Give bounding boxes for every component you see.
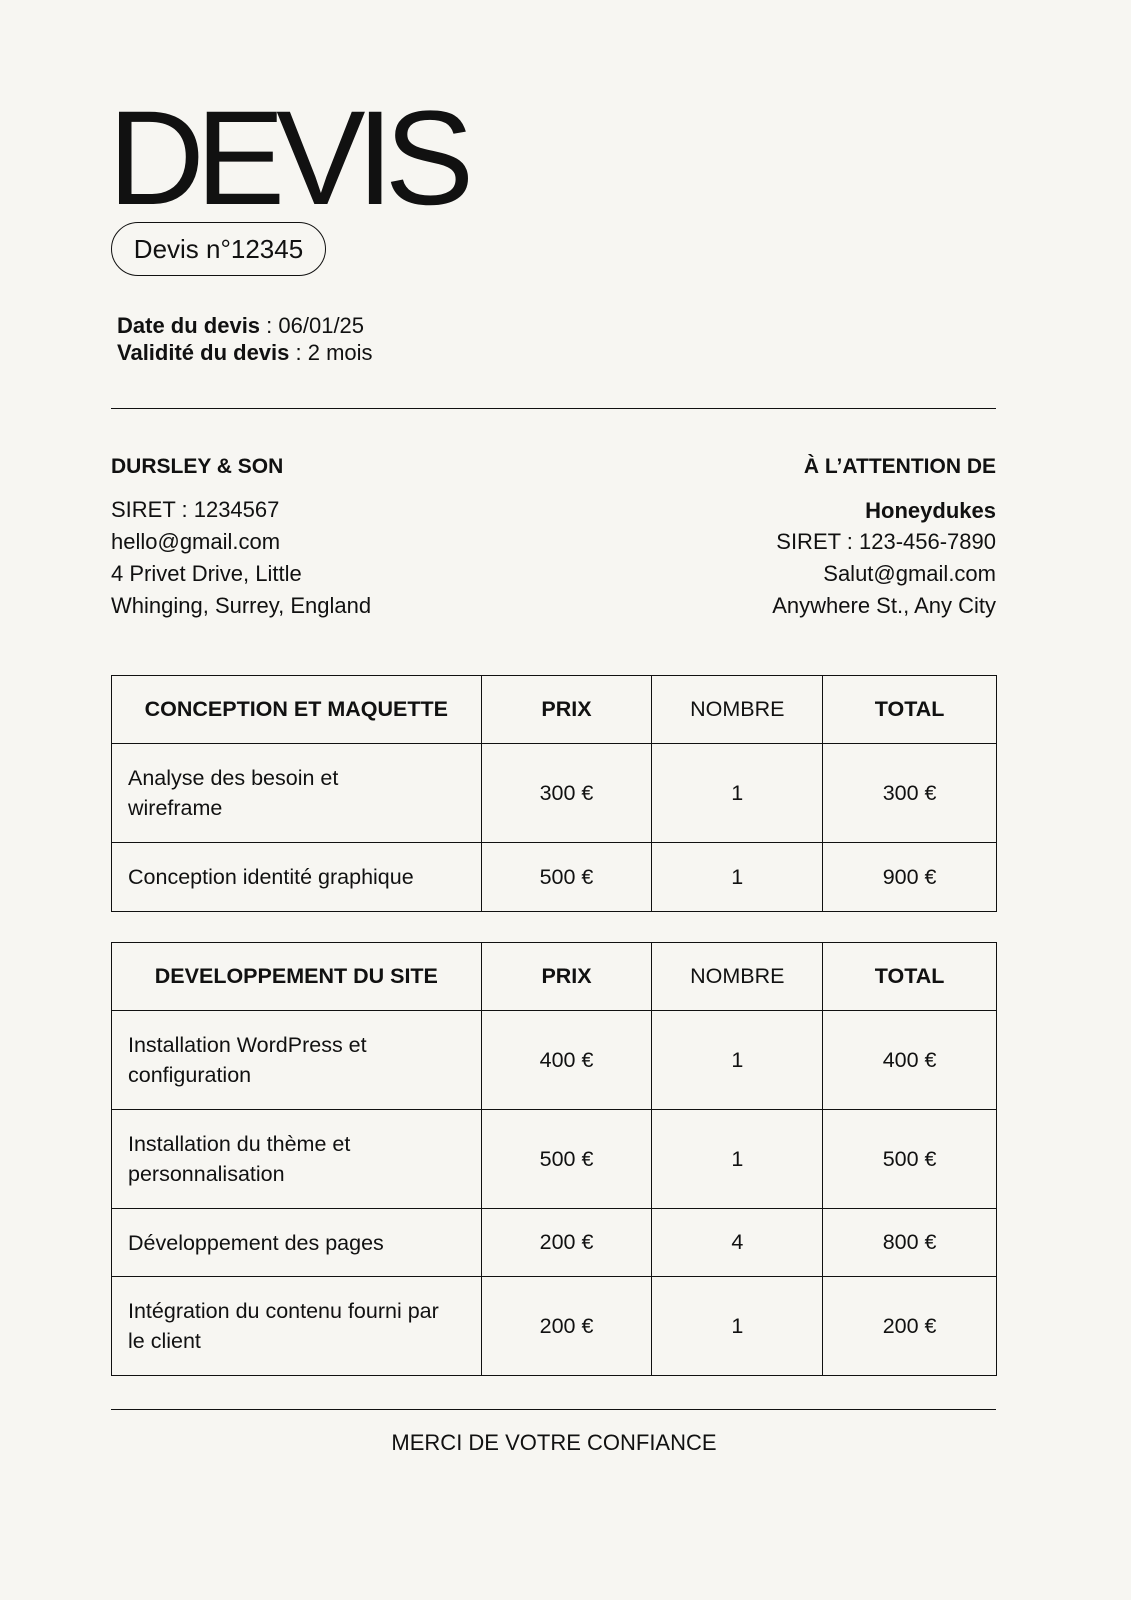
header-description: CONCEPTION ET MAQUETTE [112, 676, 482, 744]
header-quantity: NOMBRE [652, 943, 823, 1011]
cell-price: 500 € [481, 1110, 652, 1209]
cell-quantity: 4 [652, 1209, 823, 1277]
date-label: Date du devis [117, 313, 261, 338]
cell-quantity: 1 [652, 1110, 823, 1209]
header-price: PRIX [481, 943, 652, 1011]
recipient-email: Salut@gmail.com [823, 561, 996, 586]
cell-quantity: 1 [652, 843, 823, 912]
cell-total: 900 € [823, 843, 997, 912]
sender-address-line1: 4 Privet Drive, Little [111, 561, 302, 586]
recipient-heading: À L’ATTENTION DE [803, 455, 996, 478]
sender-email: hello@gmail.com [111, 529, 281, 554]
table-header-row [112, 676, 997, 744]
recipient-name: Honeydukes [865, 498, 996, 523]
cell-quantity: 1 [652, 1277, 823, 1376]
cell-quantity: 1 [652, 1011, 823, 1110]
document-title: DEVIS [108, 84, 466, 233]
sender-address-line2: Whinging, Surrey, England [111, 593, 372, 618]
cell-description: Conception identité graphique [112, 843, 482, 912]
table-row [112, 1209, 997, 1277]
sender-siret: SIRET : 1234567 [111, 497, 280, 522]
table-header-row [112, 943, 997, 1011]
cell-total: 300 € [823, 744, 997, 843]
quote-validity [117, 339, 373, 366]
cell-price: 300 € [481, 744, 652, 843]
header-total: TOTAL [823, 676, 997, 744]
date-value: : 06/01/25 [260, 313, 365, 338]
cell-description: Installation WordPress et configuration [112, 1011, 482, 1110]
cell-quantity: 1 [652, 744, 823, 843]
design-table [111, 675, 997, 912]
table-row [112, 744, 997, 843]
header-total: TOTAL [823, 943, 997, 1011]
recipient-address: Anywhere St., Any City [772, 593, 996, 618]
cell-price: 200 € [481, 1209, 652, 1277]
validity-label: Validité du devis [117, 340, 290, 365]
cell-total: 500 € [823, 1110, 997, 1209]
quote-number-badge: Devis n°12345 [111, 222, 326, 276]
recipient-siret: SIRET : 123-456-7890 [776, 529, 996, 554]
sender-name: DURSLEY & SON [111, 455, 284, 478]
cell-price: 500 € [481, 843, 652, 912]
cell-total: 400 € [823, 1011, 997, 1110]
quote-date [117, 312, 364, 339]
cell-price: 200 € [481, 1277, 652, 1376]
header-description: DEVELOPPEMENT DU SITE [112, 943, 482, 1011]
table-row [112, 1011, 997, 1110]
footer-thanks: MERCI DE VOTRE CONFIANCE [391, 1430, 717, 1455]
header-quantity: NOMBRE [652, 676, 823, 744]
validity-value: : 2 mois [289, 340, 373, 365]
table-row [112, 1277, 997, 1376]
development-table [111, 942, 997, 1376]
header-price: PRIX [481, 676, 652, 744]
table-row [112, 843, 997, 912]
cell-total: 200 € [823, 1277, 997, 1376]
table-row [112, 1110, 997, 1209]
divider [111, 1409, 996, 1410]
divider [111, 408, 996, 409]
cell-description: Analyse des besoin et wireframe [112, 744, 482, 843]
cell-total: 800 € [823, 1209, 997, 1277]
cell-description: Développement des pages [112, 1209, 482, 1277]
cell-description: Installation du thème et personnalisation [112, 1110, 482, 1209]
cell-description: Intégration du contenu fourni par le client [112, 1277, 482, 1376]
cell-price: 400 € [481, 1011, 652, 1110]
